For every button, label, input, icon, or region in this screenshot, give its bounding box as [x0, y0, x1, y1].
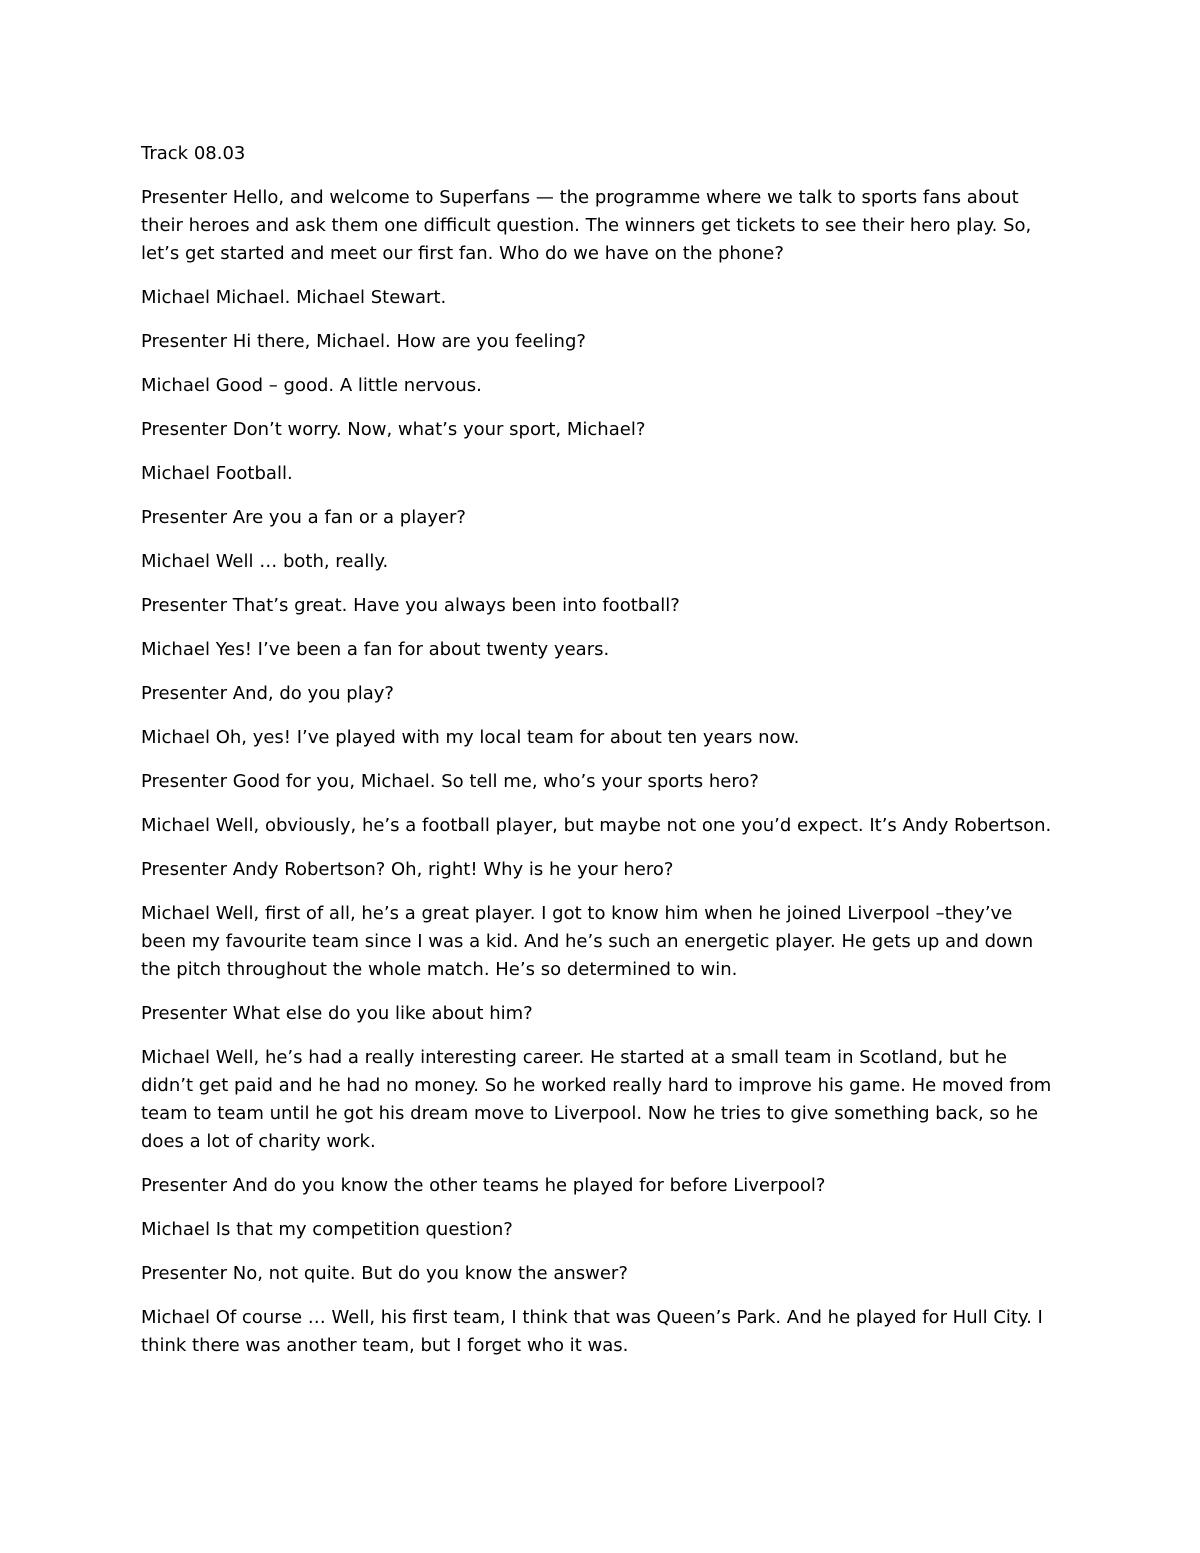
speaker-name: Presenter: [141, 507, 228, 528]
dialogue-line: [141, 1000, 1056, 1028]
speaker-name: Presenter: [141, 1263, 228, 1284]
dialogue-line: [141, 680, 1056, 708]
speaker-name: Michael: [141, 1219, 210, 1240]
dialogue-line: [141, 900, 1056, 984]
transcript-body: [141, 140, 1056, 1376]
dialogue-text: Well … both, really.: [215, 551, 389, 572]
speaker-name: Michael: [141, 375, 210, 396]
speaker-name: Presenter: [141, 683, 228, 704]
speaker-name: Presenter: [141, 771, 228, 792]
dialogue-text: Football.: [215, 463, 293, 484]
speaker-name: Michael: [141, 1307, 210, 1328]
dialogue-line: [141, 592, 1056, 620]
dialogue-line: [141, 184, 1056, 268]
dialogue-text: No, not quite. But do you know the answer?: [232, 1263, 628, 1284]
speaker-name: Michael: [141, 639, 210, 660]
dialogue-line: [141, 504, 1056, 532]
dialogue-text: And do you know the other teams he played for before Liverpool?: [232, 1175, 826, 1196]
speaker-name: Presenter: [141, 595, 228, 616]
speaker-name: Presenter: [141, 1175, 228, 1196]
speaker-name: Michael: [141, 903, 210, 924]
dialogue-line: [141, 768, 1056, 796]
speaker-name: Presenter: [141, 419, 228, 440]
dialogue-line: [141, 416, 1056, 444]
dialogue-text: Andy Robertson? Oh, right! Why is he your hero?: [232, 859, 674, 880]
speaker-name: Presenter: [141, 187, 228, 208]
track-title: Track 08.03: [141, 143, 246, 164]
dialogue-text: Is that my competition question?: [215, 1219, 513, 1240]
dialogue-line: [141, 548, 1056, 576]
speaker-name: Michael: [141, 1047, 210, 1068]
dialogue-line: [141, 1260, 1056, 1288]
dialogue-text: Well, he’s had a really interesting career. He started at a small team in Scotland, but he didn’t get paid and he had no money. So he worked really hard to improve his game. He moved from team to team until he got his dream move to Liverpool. Now he tries to give something back, so he does a lot of charity work.: [141, 1047, 1052, 1152]
dialogue-text: And, do you play?: [232, 683, 394, 704]
speaker-name: Presenter: [141, 331, 228, 352]
dialogue-text: Don’t worry. Now, what’s your sport, Michael?: [232, 419, 646, 440]
dialogue-text: Good – good. A little nervous.: [215, 375, 482, 396]
speaker-name: Michael: [141, 551, 210, 572]
dialogue-line: [141, 328, 1056, 356]
dialogue-text: Well, first of all, he’s a great player. I got to know him when he joined Liverpool –they’ve been my favourite team since I was a kid. And he’s such an energetic player. He gets up and down the pitch throughout the whole match. He’s so determined to win.: [141, 903, 1034, 980]
dialogue-line: [141, 460, 1056, 488]
dialogue-text: Well, obviously, he’s a football player, but maybe not one you’d expect. It’s Andy Robertson.: [215, 815, 1052, 836]
speaker-name: Michael: [141, 727, 210, 748]
speaker-name: Michael: [141, 463, 210, 484]
speaker-name: Michael: [141, 815, 210, 836]
dialogue-text: Yes! I’ve been a fan for about twenty years.: [215, 639, 610, 660]
dialogue-text: Hi there, Michael. How are you feeling?: [232, 331, 586, 352]
dialogue-line: [141, 1216, 1056, 1244]
dialogue-line: [141, 1172, 1056, 1200]
dialogue-text: What else do you like about him?: [232, 1003, 533, 1024]
dialogue-line: [141, 1044, 1056, 1156]
speaker-name: Presenter: [141, 1003, 228, 1024]
dialogue-line: [141, 636, 1056, 664]
dialogue-text: Michael. Michael Stewart.: [215, 287, 447, 308]
dialogue-text: Of course … Well, his first team, I think that was Queen’s Park. And he played for Hull City. I think there was another team, but I forget who it was.: [141, 1307, 1043, 1356]
dialogue-line: [141, 372, 1056, 400]
dialogue-line: [141, 724, 1056, 752]
dialogue-text: Hello, and welcome to Superfans — the programme where we talk to sports fans about their heroes and ask them one difficult question. The winners get tickets to see their hero play. So, let’s get started and meet our first fan. Who do we have on the phone?: [141, 187, 1032, 264]
dialogue-text: Oh, yes! I’ve played with my local team for about ten years now.: [215, 727, 800, 748]
speaker-name: Presenter: [141, 859, 228, 880]
dialogue-line: [141, 1304, 1056, 1360]
dialogue-text: Are you a fan or a player?: [232, 507, 466, 528]
dialogue-line: [141, 856, 1056, 884]
dialogue-line: [141, 812, 1056, 840]
speaker-name: Michael: [141, 287, 210, 308]
dialogue-text: That’s great. Have you always been into football?: [232, 595, 680, 616]
dialogue-text: Good for you, Michael. So tell me, who’s your sports hero?: [232, 771, 759, 792]
dialogue-line: [141, 284, 1056, 312]
